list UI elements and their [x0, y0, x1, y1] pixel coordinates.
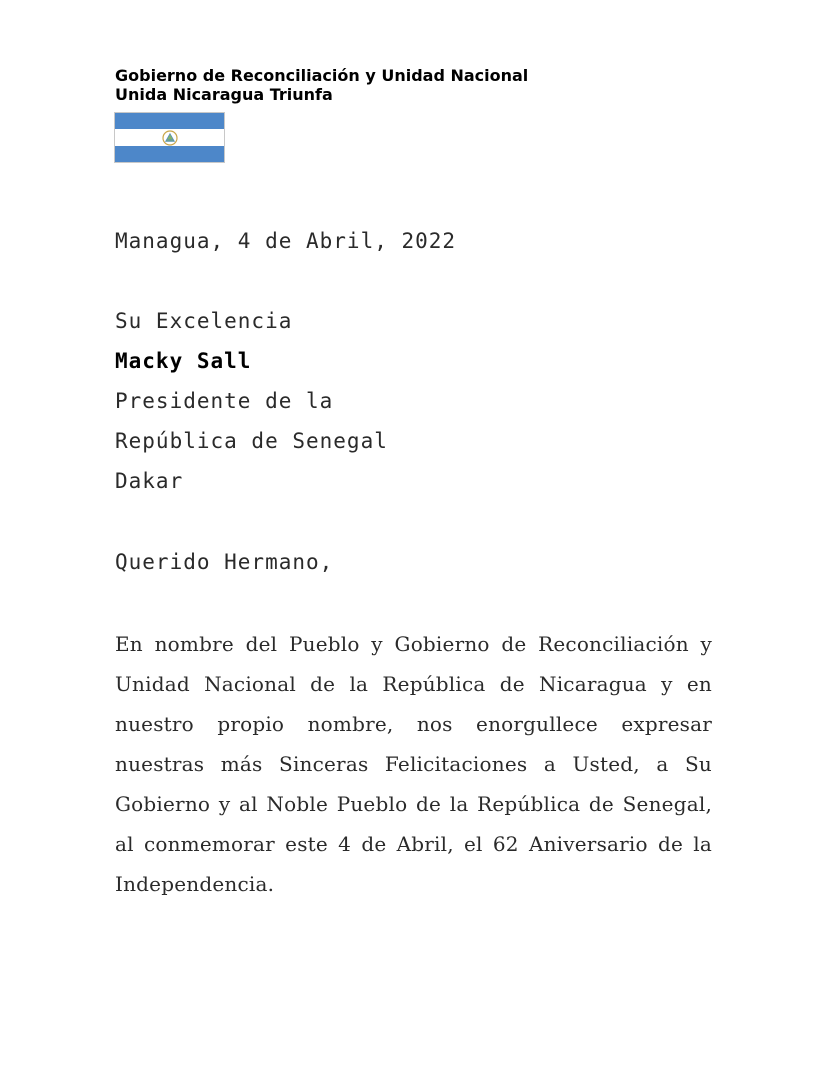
greeting: Querido Hermano, — [115, 550, 334, 574]
flag-bottom-band — [115, 146, 224, 162]
body-paragraph: En nombre del Pueblo y Gobierno de Reconciliación y Unidad Nacional de la República de Nicaragua y en nuestro propio nombre, nos enorgullece expresar nuestras más Sinceras Felicitaciones a Usted, a Su Gobierno y al Noble Pueblo de la República de Senegal, al conmemorar este 4 de Abril, el 62 Aniversario de la Independencia. — [115, 632, 712, 896]
recipient-title: Su Excelencia — [115, 309, 293, 333]
recipient-position-line2: República de Senegal — [115, 429, 388, 453]
recipient-name: Macky Sall — [115, 349, 252, 373]
letterhead — [115, 66, 528, 104]
nicaragua-flag-icon — [114, 112, 225, 163]
recipient-city: Dakar — [115, 469, 184, 493]
flag-top-band — [115, 113, 224, 129]
recipient-position-line1: Presidente de la — [115, 389, 334, 413]
letterhead-slogan: Unida Nicaragua Triunfa — [115, 85, 333, 104]
letterhead-government-name: Gobierno de Reconciliación y Unidad Nacional — [115, 66, 529, 85]
coat-of-arms-icon — [162, 130, 178, 146]
date-line: Managua, 4 de Abril, 2022 — [115, 229, 457, 253]
